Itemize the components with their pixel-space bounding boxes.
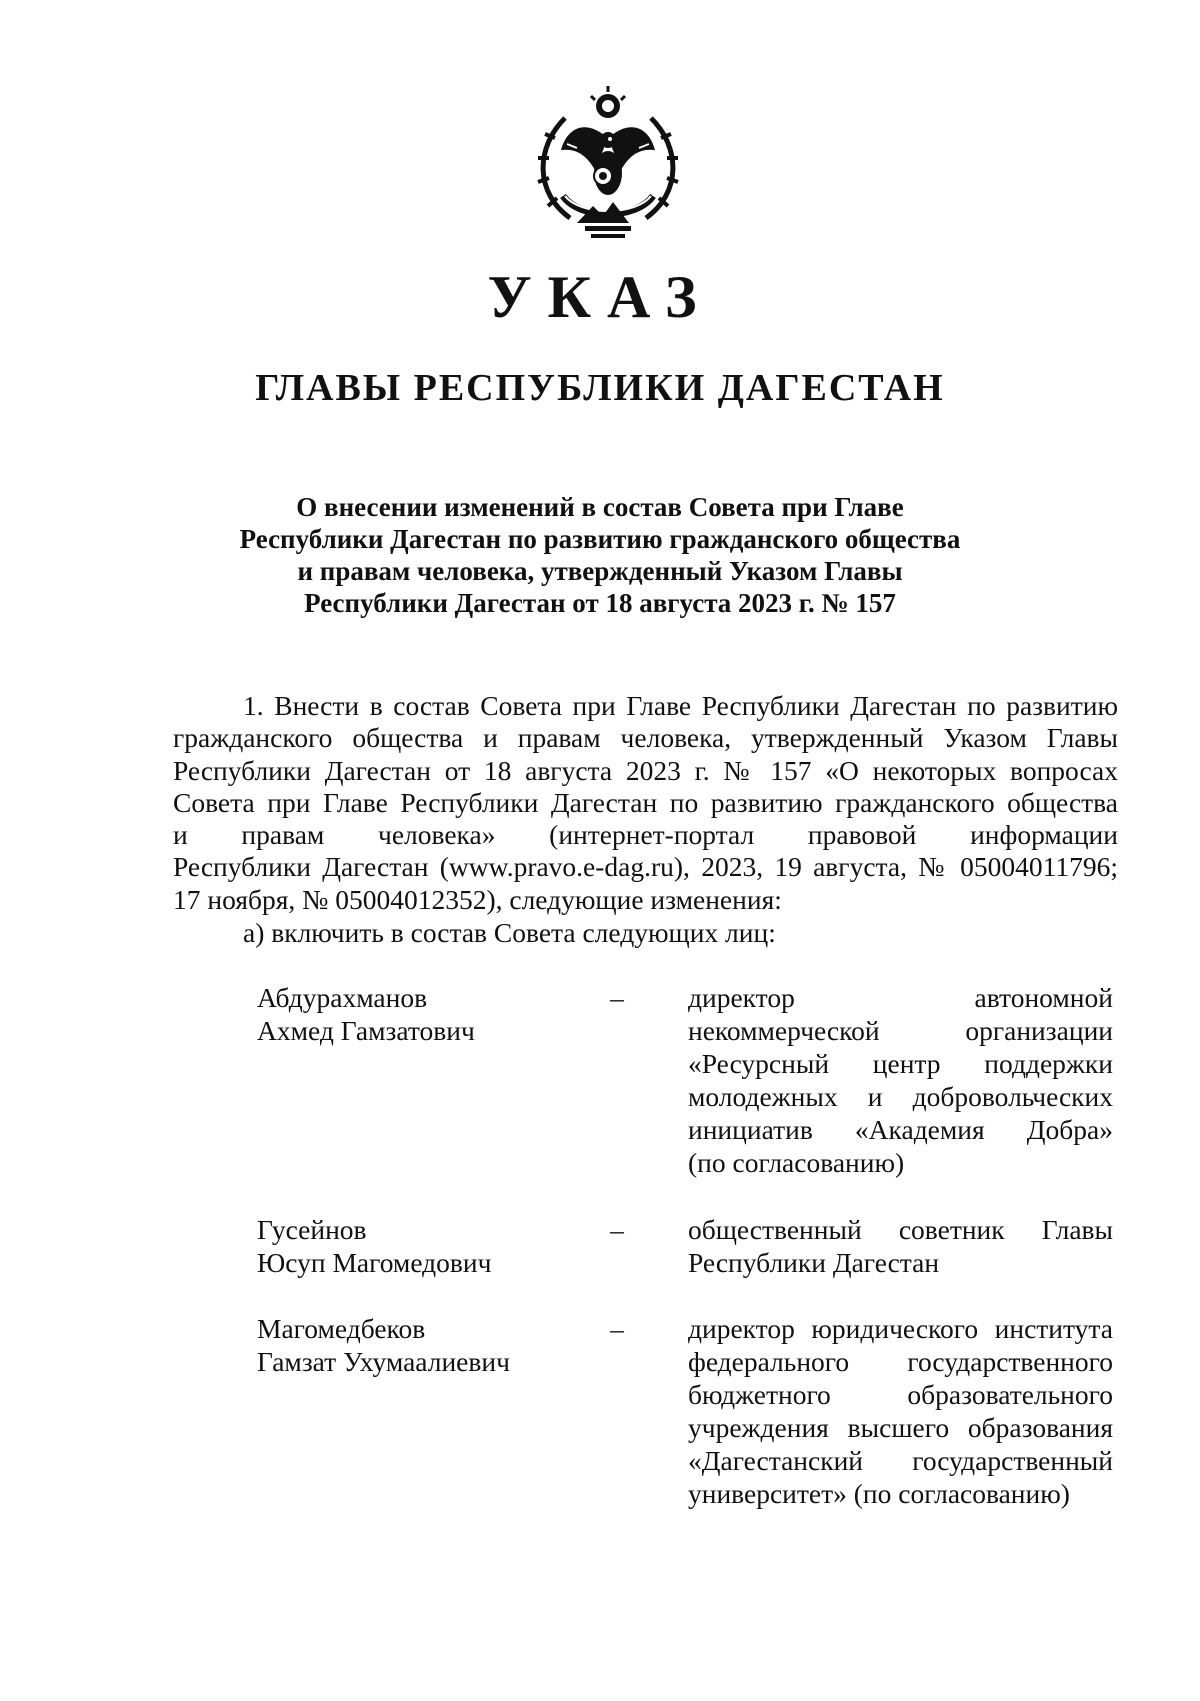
paragraph-line: 17 ноября, № 05004012352), следующие изменения: [173, 883, 782, 915]
position-line: университет» (по согласованию) [688, 1478, 1070, 1509]
paragraph-line: Республики Дагестан (www.pravo.e-dag.ru), 2023, 19 августа, № 05004011796; [173, 851, 1118, 883]
position-line: некоммерческой организации [688, 1015, 1113, 1046]
position-line: директор автономной [688, 982, 1113, 1013]
paragraph-line: Совета при Главе Республики Дагестан по развитию гражданского общества [173, 786, 1118, 818]
member-position [688, 1312, 1113, 1510]
member-surname: Абдурахманов [257, 982, 428, 1013]
heading-line: О внесении изменений в состав Совета при Главе [296, 492, 904, 522]
member-position [688, 1213, 1113, 1279]
dash-separator: – [610, 1313, 624, 1344]
position-line: федерального государственного [688, 1346, 1113, 1377]
member-name [257, 1213, 577, 1279]
document-title: УКАЗ [487, 264, 713, 330]
member-surname: Магомедбеков [257, 1313, 426, 1344]
paragraph-line: Республики Дагестан от 18 августа 2023 г. № 157 «О некоторых вопросах [173, 754, 1118, 786]
position-line: Республики Дагестан [688, 1247, 940, 1278]
paragraph-line: гражданского общества и правам человека, утвержденный Указом Главы [173, 722, 1118, 754]
decree-heading [230, 491, 970, 619]
position-line: учреждения высшего образования [688, 1412, 1113, 1443]
item-a: а) включить в состав Совета следующих лиц: [243, 917, 776, 948]
position-line: (по согласованию) [688, 1147, 905, 1178]
position-line: «Ресурсный центр поддержки [688, 1048, 1113, 1079]
dash-separator: – [610, 1214, 624, 1245]
document-subtitle: ГЛАВЫ РЕСПУБЛИКИ ДАГЕСТАН [255, 367, 945, 409]
member-given-name: Ахмед Гамзатович [257, 1015, 475, 1046]
paragraph-1 [173, 690, 1118, 916]
member-name [257, 1312, 577, 1378]
heading-line: и правам человека, утвержденный Указом Главы [297, 556, 903, 586]
member-given-name: Гамзат Ухумаалиевич [257, 1346, 510, 1377]
member-surname: Гусейнов [257, 1214, 367, 1245]
paragraph-line: 1. Внести в состав Совета при Главе Республики Дагестан по развитию [243, 690, 1118, 721]
heading-line: Республики Дагестан по развитию гражданского общества [239, 524, 961, 554]
position-line: «Дагестанский государственный [688, 1445, 1113, 1476]
position-line: инициатив «Академия Добра» [688, 1114, 1113, 1145]
member-given-name: Юсуп Магомедович [257, 1247, 492, 1278]
member-position [688, 981, 1113, 1179]
position-line: директор юридического института [688, 1313, 1113, 1344]
position-line: молодежных и добровольческих [688, 1081, 1113, 1112]
position-line: бюджетного образовательного [688, 1379, 1113, 1410]
member-name [257, 981, 577, 1047]
position-line: общественный советник Главы [688, 1214, 1113, 1245]
dash-separator: – [610, 982, 624, 1013]
coat-of-arms-eagle-icon [525, 78, 691, 244]
heading-line: Республики Дагестан от 18 августа 2023 г. № 157 [304, 588, 896, 618]
paragraph-line: и правам человека» (интернет-портал правовой информации [173, 819, 1118, 851]
